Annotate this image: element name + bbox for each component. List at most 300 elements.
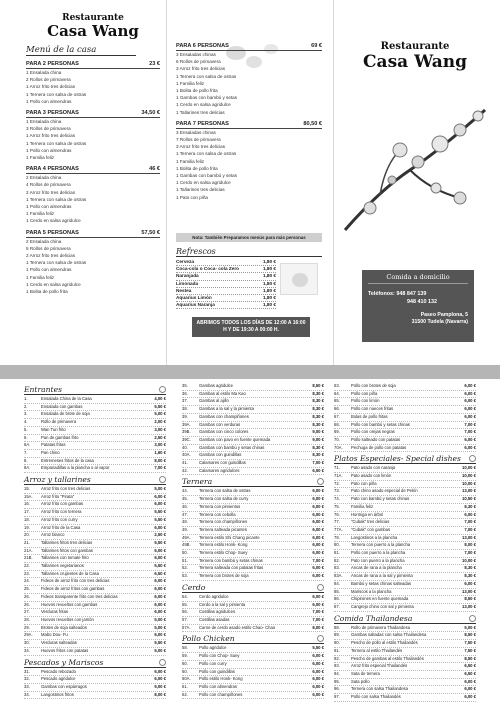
dish-name: Ternera salteada con patatas fritas bbox=[199, 565, 264, 571]
menu-item: 2 Arroz frito tres delicias bbox=[26, 189, 76, 195]
delivery-box bbox=[362, 270, 474, 342]
dish-name: Pollo con almendras bbox=[199, 683, 237, 689]
dish-name: Huevos revueltos con jamón bbox=[41, 616, 94, 622]
dish-number: 8A. bbox=[24, 465, 31, 471]
dish-price: 6,00 € bbox=[312, 550, 324, 556]
dish-name: Pollo estilo Honk- Kong bbox=[199, 676, 243, 682]
dish-price: 10,00 € bbox=[462, 480, 476, 486]
dish-row bbox=[24, 669, 166, 677]
menu-header bbox=[26, 166, 160, 174]
dish-number: 50. bbox=[182, 550, 188, 556]
dish-row bbox=[24, 555, 166, 563]
section-title: Pollo Chicken bbox=[182, 634, 235, 644]
dish-name: "Cubak" tres delicias bbox=[351, 519, 390, 525]
dish-price: 7,00 € bbox=[464, 421, 476, 427]
dish-price: 7,00 € bbox=[312, 609, 324, 615]
drinks-section bbox=[176, 247, 322, 309]
dish-row bbox=[182, 414, 324, 422]
drink-price: 1,80 € bbox=[262, 295, 276, 301]
section-flower-icon bbox=[317, 478, 324, 485]
dish-price: 7,50 € bbox=[464, 647, 476, 653]
dish-row bbox=[334, 465, 476, 473]
dish-number: 54. bbox=[182, 593, 188, 599]
dish-number: 60. bbox=[182, 668, 188, 674]
dish-price: 10,50 € bbox=[462, 496, 476, 502]
dish-price: 7,00 € bbox=[464, 429, 476, 435]
dish-price: 6,00 € bbox=[464, 398, 476, 404]
dish-name: Ancas de rana a la sal y pimienta bbox=[351, 573, 413, 579]
dish-number: 19. bbox=[24, 524, 30, 530]
drink-name: Limonada bbox=[176, 280, 199, 286]
dish-price: 8,30 € bbox=[312, 406, 324, 412]
dish-price: 2,50 € bbox=[154, 532, 166, 538]
dish-row bbox=[24, 540, 166, 548]
dish-price: 6,00 € bbox=[464, 436, 476, 442]
menu-item: 1 Bolita de pollo frita bbox=[26, 289, 68, 295]
drink-price: 1,80 € bbox=[262, 273, 276, 279]
dish-row bbox=[182, 527, 324, 535]
dish-price: 7,00 € bbox=[312, 460, 324, 466]
dish-row bbox=[24, 419, 166, 427]
dish-number: 86. bbox=[334, 596, 340, 602]
dish-row bbox=[182, 383, 324, 391]
dish-price: 6,50 € bbox=[154, 570, 166, 576]
dish-row bbox=[334, 437, 476, 445]
dish-price: 6,00 € bbox=[312, 668, 324, 674]
dish-name: Pescho de pollo al estilo Thailandés bbox=[351, 640, 418, 646]
menu-item: 1 Pollo con almendras bbox=[26, 98, 72, 104]
dish-number: 56. bbox=[182, 609, 188, 615]
menu-item: 3 Ensaladas chinas bbox=[176, 52, 216, 57]
dish-number: 72. bbox=[334, 480, 340, 486]
dish-name: Pescho de gambas al estilo Thailandés bbox=[351, 655, 424, 661]
menu-item: 1 Ternera con salsa de ostras bbox=[26, 140, 87, 146]
cover-panel bbox=[340, 0, 490, 365]
dish-row bbox=[182, 653, 324, 661]
dish-number: 44. bbox=[182, 488, 188, 494]
brand-line1: Restaurante bbox=[62, 13, 124, 23]
dish-number: 36. bbox=[182, 390, 188, 396]
drink-row bbox=[176, 281, 276, 288]
dish-number: 87. bbox=[334, 603, 340, 609]
menu-panel-left bbox=[26, 0, 160, 365]
dish-price: 6,00 € bbox=[312, 601, 324, 607]
section-header bbox=[334, 454, 476, 464]
dish-name: Cangrejo chino con sal y pimienta bbox=[351, 603, 414, 609]
dish-name: Pescado agridulce bbox=[41, 676, 76, 682]
dish-price: 10,00 € bbox=[462, 473, 476, 479]
dish-row bbox=[182, 512, 324, 520]
dish-price: 6,50 € bbox=[464, 670, 476, 676]
dish-number: 28. bbox=[24, 616, 30, 622]
dish-name: Pechuga de pollo con patatas bbox=[351, 444, 407, 450]
menu-item: 2 Rollos de primavera bbox=[26, 77, 71, 83]
dish-number: 83. bbox=[334, 565, 340, 571]
menu-item: 4 Rollos de primavera bbox=[26, 182, 71, 188]
dish-name: Gambas saltadas con salsa Thailandesa bbox=[351, 632, 427, 638]
dish-name: Pollo con curry bbox=[199, 660, 227, 666]
dish-row bbox=[24, 411, 166, 419]
dish-row bbox=[24, 578, 166, 586]
dish-price: 4,00 € bbox=[154, 396, 166, 401]
lotus-image bbox=[280, 263, 318, 295]
dish-number: 3. bbox=[24, 411, 28, 417]
dish-price: 6,00 € bbox=[154, 609, 166, 615]
dish-row bbox=[334, 558, 476, 566]
delivery-title: Comida a domicilio bbox=[368, 273, 468, 284]
dish-row bbox=[334, 429, 476, 437]
menu-item: 3 Ensaladas chinas bbox=[176, 129, 216, 135]
dish-price: 6,00 € bbox=[154, 555, 166, 561]
dish-price: 9,00 € bbox=[312, 436, 324, 442]
dish-name: Pollo con Chop- Suey bbox=[199, 653, 240, 659]
dish-row bbox=[334, 504, 476, 512]
dish-price: 6,00 € bbox=[312, 496, 324, 502]
dish-number: 6A. bbox=[24, 442, 31, 448]
dish-price: 6,00 € bbox=[312, 511, 324, 517]
dish-number: 91. bbox=[334, 647, 340, 653]
dish-row bbox=[334, 573, 476, 581]
dish-number: 38. bbox=[182, 406, 188, 412]
dish-row bbox=[334, 686, 476, 694]
dish-name: Pollo con puerro a la plancha bbox=[351, 550, 406, 556]
dish-name: Cerdo agridulce bbox=[199, 593, 229, 599]
section-header bbox=[182, 634, 324, 644]
dish-row bbox=[182, 558, 324, 566]
dish-row bbox=[24, 617, 166, 625]
dish-row bbox=[24, 684, 166, 692]
dish-row bbox=[24, 465, 166, 473]
dish-number: 57. bbox=[182, 616, 188, 622]
dish-name: Ternera con champiñones bbox=[199, 519, 248, 525]
dish-row bbox=[182, 429, 324, 437]
menu-item: 1 Tallarines tres delicias bbox=[176, 109, 225, 115]
dish-price: 13,00 € bbox=[462, 588, 476, 594]
dish-row bbox=[24, 632, 166, 640]
menu-panel-middle bbox=[176, 0, 322, 365]
dish-price: 6,00 € bbox=[154, 632, 166, 638]
dishes-column-2 bbox=[182, 383, 324, 699]
dish-name: Entremeses fritos de la casa bbox=[41, 457, 94, 463]
dish-row bbox=[182, 661, 324, 669]
menu-item: 1 Cerdo en salsa agridulce bbox=[26, 281, 81, 287]
dish-price: 8,50 € bbox=[312, 383, 324, 388]
menu-item: 1 Ternera con salsa de ostras bbox=[26, 260, 87, 266]
dish-name: Tallarines vegetarianos bbox=[41, 563, 84, 569]
menu-price: 34,50 € bbox=[141, 110, 160, 117]
menu-title: PARA 2 PERSONAS bbox=[26, 61, 79, 67]
dish-name: Arroz frito con gambas bbox=[41, 501, 84, 507]
dish-price: 5,00 € bbox=[154, 647, 166, 653]
dish-price: 2,50 € bbox=[154, 434, 166, 440]
dish-number: 97. bbox=[334, 694, 340, 700]
dish-number: 68. bbox=[334, 421, 340, 427]
dish-name: Pato asado con limón bbox=[351, 473, 392, 479]
section-flower-icon bbox=[159, 659, 166, 666]
dish-row bbox=[334, 519, 476, 527]
dish-row bbox=[182, 468, 324, 476]
dish-number: 45. bbox=[182, 496, 188, 502]
dish-price: 5,50 € bbox=[154, 539, 166, 545]
dish-name: Ensalada con gambas bbox=[41, 403, 83, 409]
dish-price: 5,50 € bbox=[154, 640, 166, 646]
dish-name: Pollo agridulce bbox=[199, 645, 227, 651]
brand-line2: Casa Wang bbox=[47, 22, 139, 40]
dish-name: Ternera con bambú y setas chinas bbox=[199, 557, 263, 563]
menu-title: PARA 4 PERSONAS bbox=[26, 166, 79, 173]
dish-row bbox=[24, 509, 166, 517]
dish-row bbox=[334, 527, 476, 535]
dish-price: 3,00 € bbox=[154, 442, 166, 448]
dish-name: Huevos revueltos con gambas bbox=[41, 601, 98, 607]
drink-name: Cerveza bbox=[176, 259, 194, 264]
dish-row bbox=[182, 609, 324, 617]
opening-hours: ABRIMOS TODOS LOS DÍAS DE 12:00 A 16:00 H Y DE 19:30 A 00:00 H. bbox=[192, 317, 310, 337]
dish-number: 60. bbox=[182, 660, 188, 666]
dish-name: Pollo con orejas negras bbox=[351, 429, 395, 435]
dish-number: 71. bbox=[334, 465, 340, 471]
dish-number: 69. bbox=[334, 429, 340, 435]
dish-number: 67. bbox=[334, 413, 340, 419]
dish-name: Gambas agridulce bbox=[199, 383, 233, 388]
drink-name: Naranjada bbox=[176, 273, 199, 279]
menu-item: 1 Arroz frito tres delicias bbox=[26, 84, 76, 90]
dish-price: 6,00 € bbox=[464, 686, 476, 692]
dish-name: Pato con bambú y setas chinas bbox=[351, 496, 410, 502]
dish-number: 40A. bbox=[182, 452, 191, 458]
dish-name: Fideos de arroz fritos con gambas bbox=[41, 586, 105, 592]
dish-price: 8,30 € bbox=[464, 565, 476, 571]
dish-row bbox=[182, 669, 324, 677]
dish-name: Gambas con verduras bbox=[199, 421, 241, 427]
dish-name: Tallarines fritos con gambas bbox=[41, 547, 93, 553]
dish-row bbox=[182, 496, 324, 504]
dish-row bbox=[182, 488, 324, 496]
dish-name: "Cubak" con gambas bbox=[351, 526, 391, 532]
dish-row bbox=[334, 383, 476, 391]
dish-row bbox=[334, 445, 476, 453]
dish-number: 52. bbox=[182, 565, 188, 571]
menu-item: 1 Familia feliz bbox=[26, 274, 55, 280]
dish-number: 18. bbox=[24, 516, 30, 522]
delivery-address-2: 31500 Tudela (Navarra) bbox=[411, 319, 468, 325]
dish-price: 8,00 € bbox=[464, 542, 476, 548]
section-title: Arroz y tallarines bbox=[24, 475, 91, 485]
dish-price: 6,00 € bbox=[312, 593, 324, 599]
section-title: Pescados y Mariscos bbox=[24, 657, 104, 667]
dish-row bbox=[24, 548, 166, 556]
dish-name: Costillas asadas bbox=[199, 616, 230, 622]
dish-row bbox=[24, 517, 166, 525]
dish-row bbox=[182, 398, 324, 406]
dish-name: Gambas con cinco colores bbox=[199, 429, 249, 435]
dish-row bbox=[182, 692, 324, 700]
dish-number: 32. bbox=[24, 676, 30, 682]
dish-number: 93. bbox=[334, 663, 340, 669]
dish-number: 78. bbox=[334, 534, 340, 540]
dish-number: 27. bbox=[24, 609, 30, 615]
fold-line bbox=[333, 0, 334, 365]
drink-name: Nestea bbox=[176, 287, 192, 293]
dish-number: 60A. bbox=[182, 676, 191, 682]
dish-price: 8,30 € bbox=[464, 503, 476, 509]
menu-price: 69 € bbox=[311, 43, 322, 49]
dish-row bbox=[24, 648, 166, 656]
dish-name: Gambas con champiñones bbox=[199, 413, 249, 419]
dish-price: 9,00 € bbox=[154, 683, 166, 689]
dish-row bbox=[334, 488, 476, 496]
dish-row bbox=[334, 663, 476, 671]
dish-price: 5,00 € bbox=[154, 486, 166, 492]
dish-price: 6,00 € bbox=[464, 678, 476, 684]
dish-name: Arroz frito de la Casa bbox=[41, 524, 81, 530]
dish-number: 2. bbox=[24, 403, 28, 409]
dish-price: 8,30 € bbox=[312, 444, 324, 450]
dish-name: Arroz blanco bbox=[41, 532, 65, 538]
drink-name: Aquarius Limón bbox=[176, 295, 212, 301]
dish-row bbox=[334, 391, 476, 399]
menu-item: 1 Cerdo en salsa agridulce bbox=[176, 180, 231, 186]
dish-number: 26. bbox=[24, 601, 30, 607]
dish-row bbox=[334, 422, 476, 430]
dish-number: 48. bbox=[182, 519, 188, 525]
dish-number: 71A. bbox=[334, 473, 343, 479]
dish-name: Arroz frito especial Thailandés bbox=[351, 663, 408, 669]
dish-name: Tallarines fritos tres delicias bbox=[41, 539, 93, 545]
dish-row bbox=[182, 617, 324, 625]
dish-row bbox=[182, 625, 324, 633]
dish-number: 57A. bbox=[182, 624, 191, 630]
dish-number: 88. bbox=[334, 624, 340, 630]
dish-number: 34. bbox=[24, 647, 30, 653]
section-title: Entrantes bbox=[24, 385, 62, 394]
dish-price: 6,00 € bbox=[154, 578, 166, 584]
dish-price: 6,00 € bbox=[312, 691, 324, 697]
dish-row bbox=[24, 458, 166, 466]
dish-row bbox=[334, 694, 476, 702]
dish-price: 6,00 € bbox=[312, 503, 324, 509]
dish-row bbox=[334, 512, 476, 520]
dish-name: Pato con piña bbox=[351, 480, 377, 486]
dish-price: 7,00 € bbox=[312, 616, 324, 622]
menu-item: 1 Ternera con salsa de ostras bbox=[26, 196, 87, 202]
dish-price: 5,00 € bbox=[154, 616, 166, 622]
dish-number: 73. bbox=[334, 488, 340, 494]
dish-number: 49B. bbox=[182, 542, 191, 548]
dish-name: Pollo con nueces fritas bbox=[351, 406, 394, 412]
menu-item: 1 Ternera con salsa de ostras bbox=[176, 73, 237, 79]
dish-name: Ensalada de brote de soja bbox=[41, 411, 90, 417]
dish-name: Rollo de primavera Thailandesa bbox=[351, 624, 411, 630]
dish-price: 5,50 € bbox=[154, 563, 166, 569]
dish-name: Arroz frito con tres delicias bbox=[41, 486, 91, 492]
drink-price: 1,80 € bbox=[262, 259, 276, 264]
dish-name: Pato asado con naranja bbox=[351, 465, 396, 471]
dish-number: 42. bbox=[182, 467, 188, 473]
dish-name: Cerdo a la sal y pimienta bbox=[199, 601, 246, 607]
dish-row bbox=[334, 481, 476, 489]
dish-row bbox=[24, 594, 166, 602]
menu-item: 1 Cerdo en salsa agridulce bbox=[26, 218, 81, 224]
dish-row bbox=[24, 442, 166, 450]
menu-item: 1 Arroz frito tres delicias bbox=[26, 133, 76, 139]
dish-row bbox=[334, 550, 476, 558]
section-header bbox=[182, 477, 324, 487]
dish-name: Fideos transparente frito con tres delicias bbox=[41, 593, 118, 599]
menu-item: 1 Ternera con salsa de ostras bbox=[26, 91, 87, 97]
dish-name: Pan chino bbox=[41, 449, 60, 455]
menu-header bbox=[26, 110, 160, 118]
dish-name: Langostinos fritos bbox=[41, 691, 74, 697]
dish-number: 15. bbox=[24, 486, 30, 492]
dish-price: 6,00 € bbox=[464, 580, 476, 586]
dish-number: 8. bbox=[24, 457, 28, 463]
dish-number: 89. bbox=[334, 632, 340, 638]
dish-name: Hormiga en árbol bbox=[351, 511, 384, 517]
dish-price: 6,00 € bbox=[464, 511, 476, 517]
dish-price: 6,00 € bbox=[312, 519, 324, 525]
menu-item: 7 Rollos de primavera bbox=[176, 137, 221, 143]
menu-item: 2 Ensalada china bbox=[26, 238, 62, 244]
cherry-blossom-illustration bbox=[340, 80, 490, 250]
delivery-phone-1: Teléfonos: 948 847 139 bbox=[368, 291, 427, 297]
dish-name: Gambas con guindillas bbox=[199, 452, 242, 458]
section-flower-icon bbox=[159, 476, 166, 483]
drink-row bbox=[176, 266, 276, 273]
dish-number: 31. bbox=[24, 668, 30, 674]
drink-price: 1,80 € bbox=[262, 302, 276, 308]
dish-row bbox=[182, 519, 324, 527]
drink-row bbox=[176, 295, 276, 302]
dish-number: 34. bbox=[24, 691, 30, 697]
dish-price: 5,50 € bbox=[154, 403, 166, 409]
dish-number: 15A. bbox=[24, 493, 33, 499]
dish-name: Huevos fritos con patatas bbox=[41, 647, 89, 653]
dish-number: 29. bbox=[24, 624, 30, 630]
dish-number: 90. bbox=[334, 640, 340, 646]
dish-price: 6,00 € bbox=[154, 676, 166, 682]
section-title: Cerdo bbox=[182, 582, 206, 592]
menu-title: PARA 5 PERSONAS bbox=[26, 229, 79, 236]
dish-number: 62. bbox=[182, 691, 188, 697]
dish-name: Sata de ternera bbox=[351, 670, 380, 676]
dish-number: 59. bbox=[182, 653, 188, 659]
dish-row bbox=[334, 656, 476, 664]
dish-name: Pollo con limón bbox=[351, 398, 380, 404]
dish-price: 6,00 € bbox=[312, 488, 324, 494]
dish-name: Gambas al estilo Ma Kao bbox=[199, 390, 246, 396]
dish-row bbox=[24, 404, 166, 412]
dish-price: 8,30 € bbox=[312, 452, 324, 458]
dish-number: 58. bbox=[182, 645, 188, 651]
dish-price: 6,00 € bbox=[464, 413, 476, 419]
section-title: Platos Especiales- Special dishes bbox=[334, 454, 461, 464]
menu-item: 3 Arroz frito tres delicias bbox=[176, 144, 226, 150]
cover-brand-line2: Casa Wang bbox=[363, 52, 467, 72]
section-flower-icon bbox=[317, 584, 324, 591]
dish-number: 25. bbox=[24, 586, 30, 592]
dish-row bbox=[24, 625, 166, 633]
drink-row bbox=[176, 288, 276, 295]
dish-row bbox=[334, 589, 476, 597]
menu-item: 2 Ensalada china bbox=[26, 175, 62, 181]
dish-name: Pollo con piña bbox=[351, 390, 378, 396]
dish-name: Pato con puerro a la plancha bbox=[351, 557, 405, 563]
section-header bbox=[24, 385, 166, 395]
dish-name: Patatas fritas bbox=[41, 442, 66, 448]
dish-name: Pollo con bambú y setas chinas bbox=[351, 421, 410, 427]
dish-number: 77. bbox=[334, 519, 340, 525]
